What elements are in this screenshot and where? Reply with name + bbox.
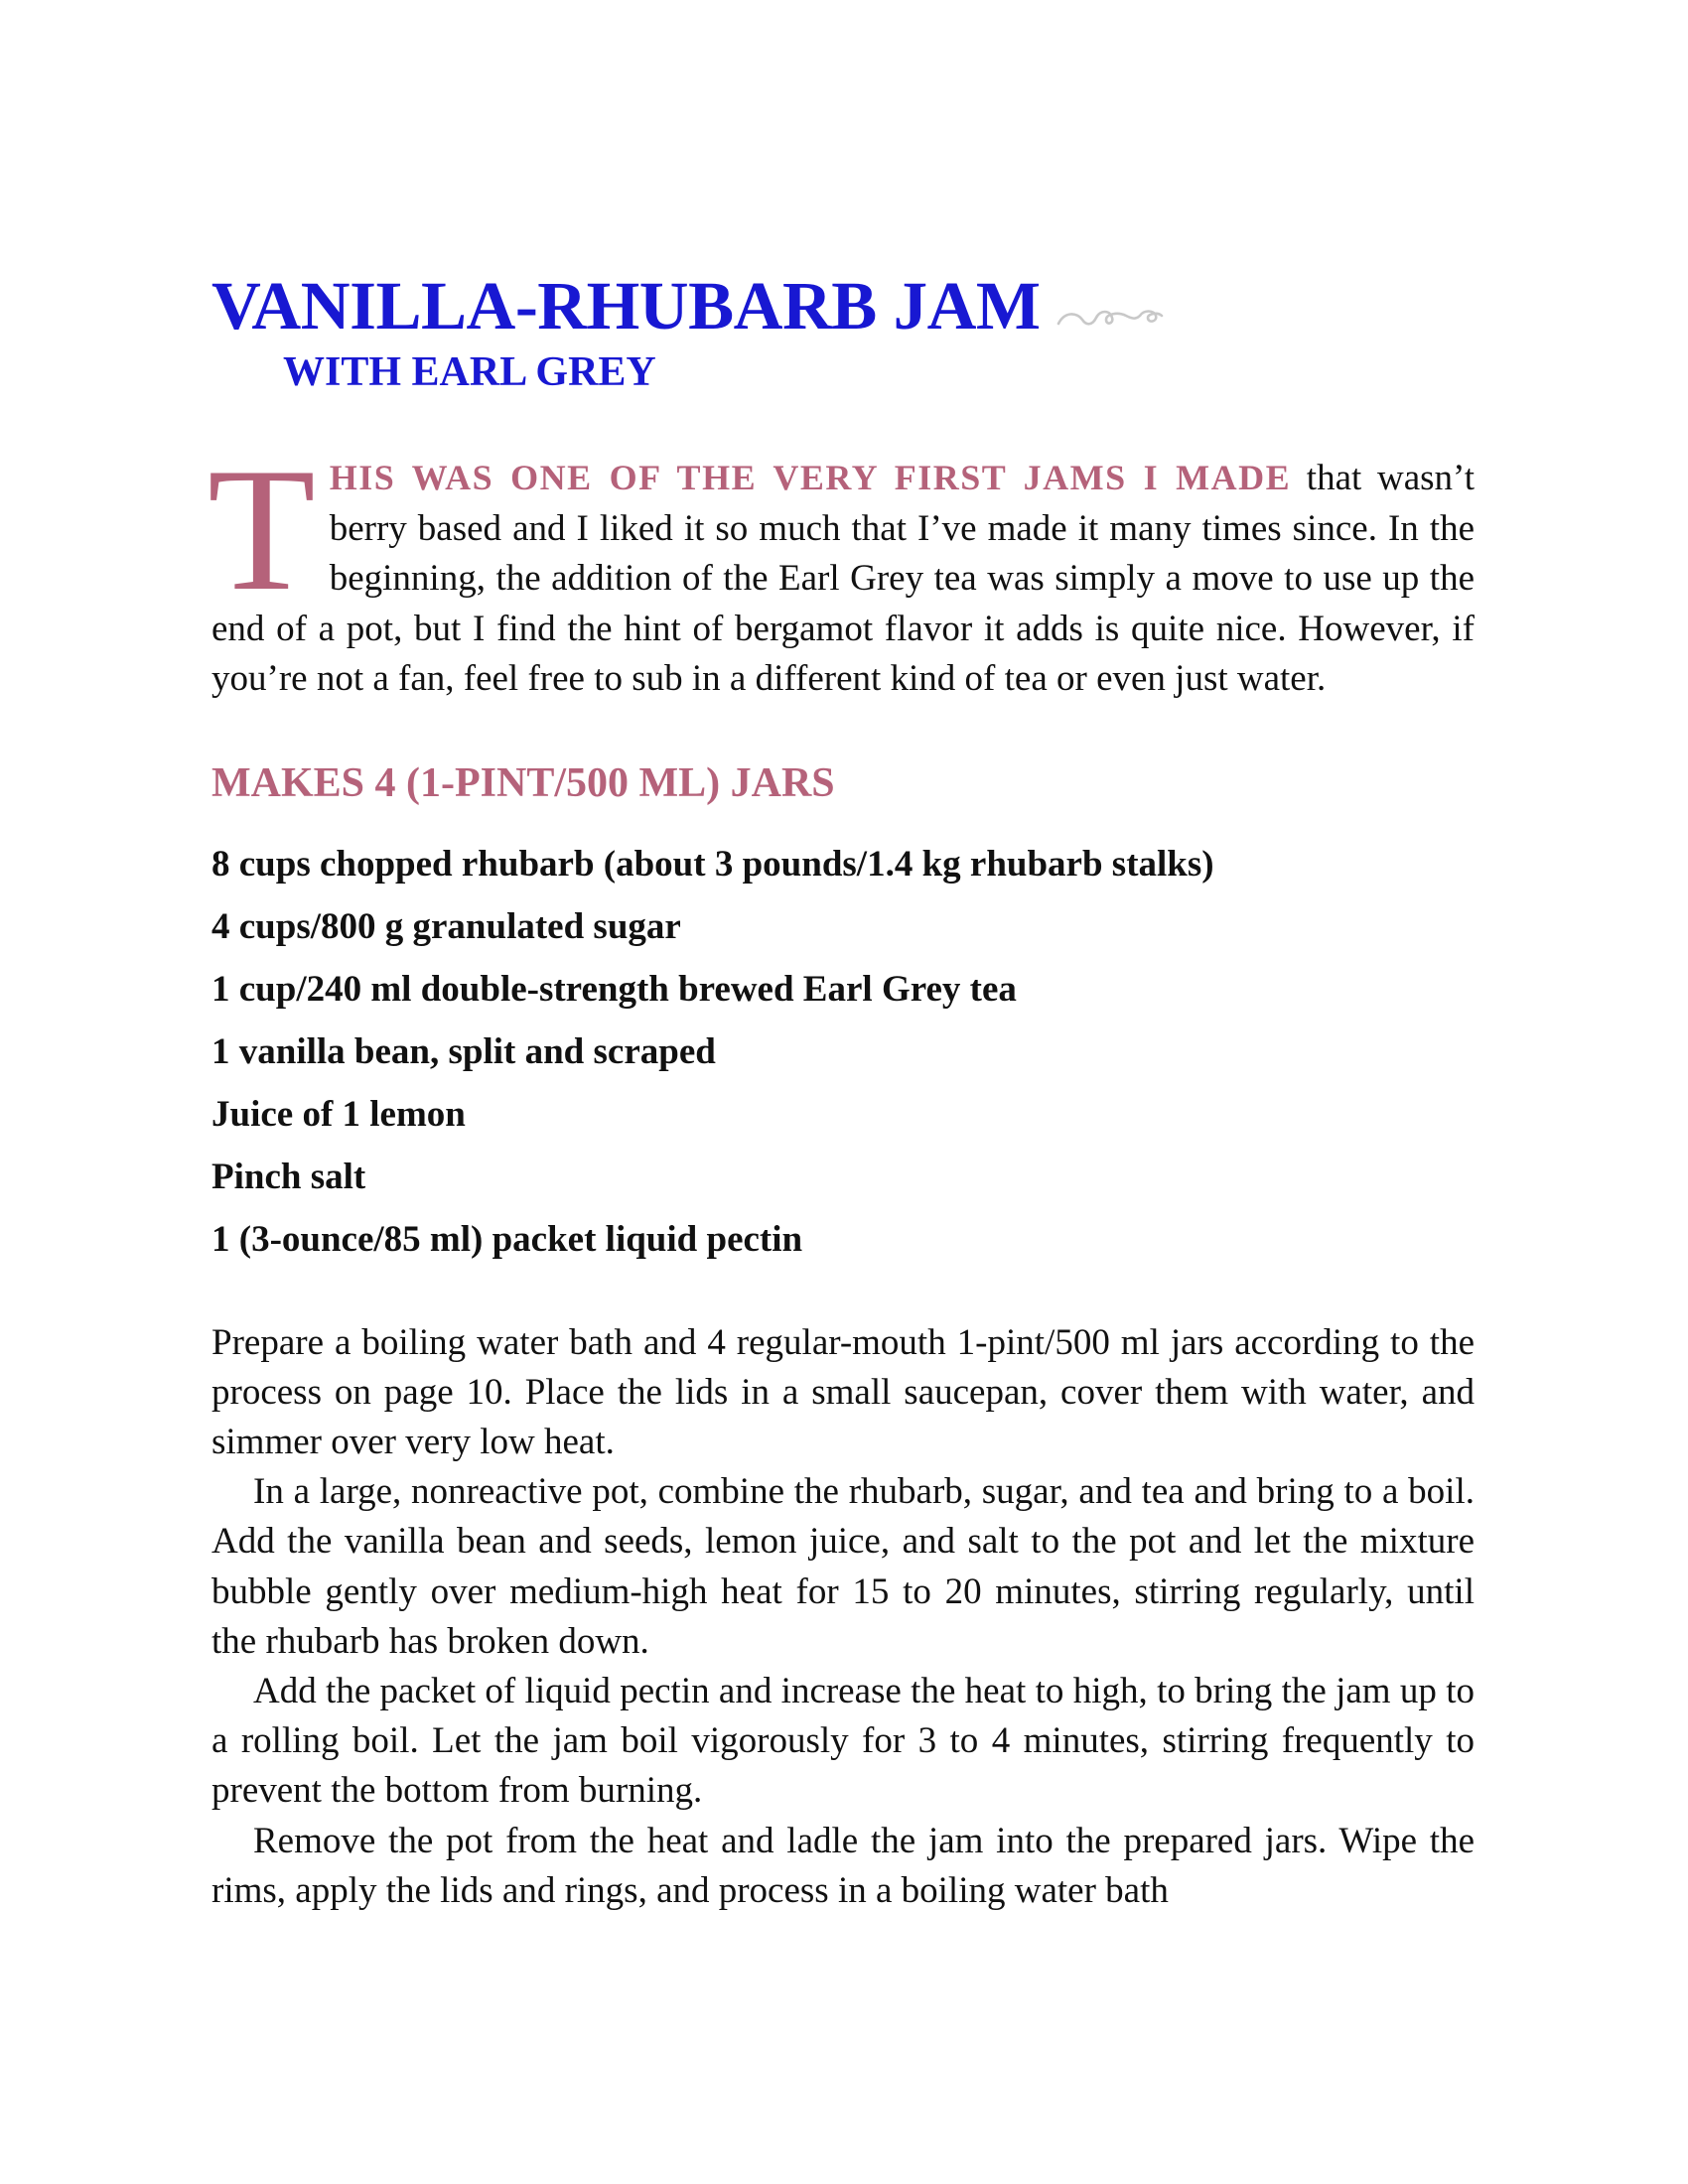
drop-cap: T <box>208 431 316 627</box>
ingredient-list <box>211 844 1475 1261</box>
title-line <box>211 268 1475 343</box>
directions <box>211 1318 1475 1916</box>
recipe-page <box>208 268 1475 1916</box>
yield-heading: MAKES 4 (1-PINT/500 ML) JARS <box>211 759 835 806</box>
direction-paragraph: Add the packet of liquid pectin and increase the heat to high, to bring the jam up to a rolling boil. Let the jam boil vigorously for 3 to 4 minutes, stirring frequently to prevent the bottom from burning. <box>211 1670 1475 1812</box>
ingredient-item: 1 cup/240 ml double-strength brewed Earl Grey tea <box>211 968 1017 1010</box>
direction-paragraph: Prepare a boiling water bath and 4 regular-mouth 1-pint/500 ml jars according to the process on page 10. Place the lids in a small saucepan, cover them with water, and simmer over very low heat. <box>211 1321 1475 1462</box>
recipe-subtitle: WITH EARL GREY <box>283 349 656 395</box>
ingredient-item: Pinch salt <box>211 1156 366 1197</box>
intro-body: that wasn’t berry based and I liked it so much that I’ve made it many times since. In the beginning, the addition of the Earl Grey tea was simply a move to use up the end of a pot, but I find the hint of bergamot flavor it adds is quite nice. However, if you’re not a fan, feel free to sub in a different kind of tea or even just water. <box>211 458 1475 699</box>
ingredient-item: Juice of 1 lemon <box>211 1093 466 1135</box>
recipe-title: VANILLA-RHUBARB JAM <box>211 268 1041 343</box>
intro-paragraph <box>208 431 1475 705</box>
ingredient-item: 1 (3-ounce/85 ml) packet liquid pectin <box>211 1218 803 1260</box>
intro-lead-caps: HIS WAS ONE OF THE VERY FIRST JAMS I MADE <box>329 458 1292 497</box>
direction-paragraph: In a large, nonreactive pot, combine the rhubarb, sugar, and tea and bring to a boil. Add the vanilla bean and seeds, lemon juice, and salt to the pot and let the mixture bubble gently over medium-high heat for 15 to 20 minutes, stirring regularly, until the rhubarb has broken down. <box>211 1471 1475 1662</box>
ingredient-item: 8 cups chopped rhubarb (about 3 pounds/1.4 kg rhubarb stalks) <box>211 843 1214 885</box>
ingredient-item: 1 vanilla bean, split and scraped <box>211 1030 716 1072</box>
ingredient-item: 4 cups/800 g granulated sugar <box>211 905 681 947</box>
ornamental-flourish-icon <box>1055 302 1166 330</box>
direction-paragraph: Remove the pot from the heat and ladle the jam into the prepared jars. Wipe the rims, apply the lids and rings, and process in a boiling water bath <box>211 1820 1475 1911</box>
